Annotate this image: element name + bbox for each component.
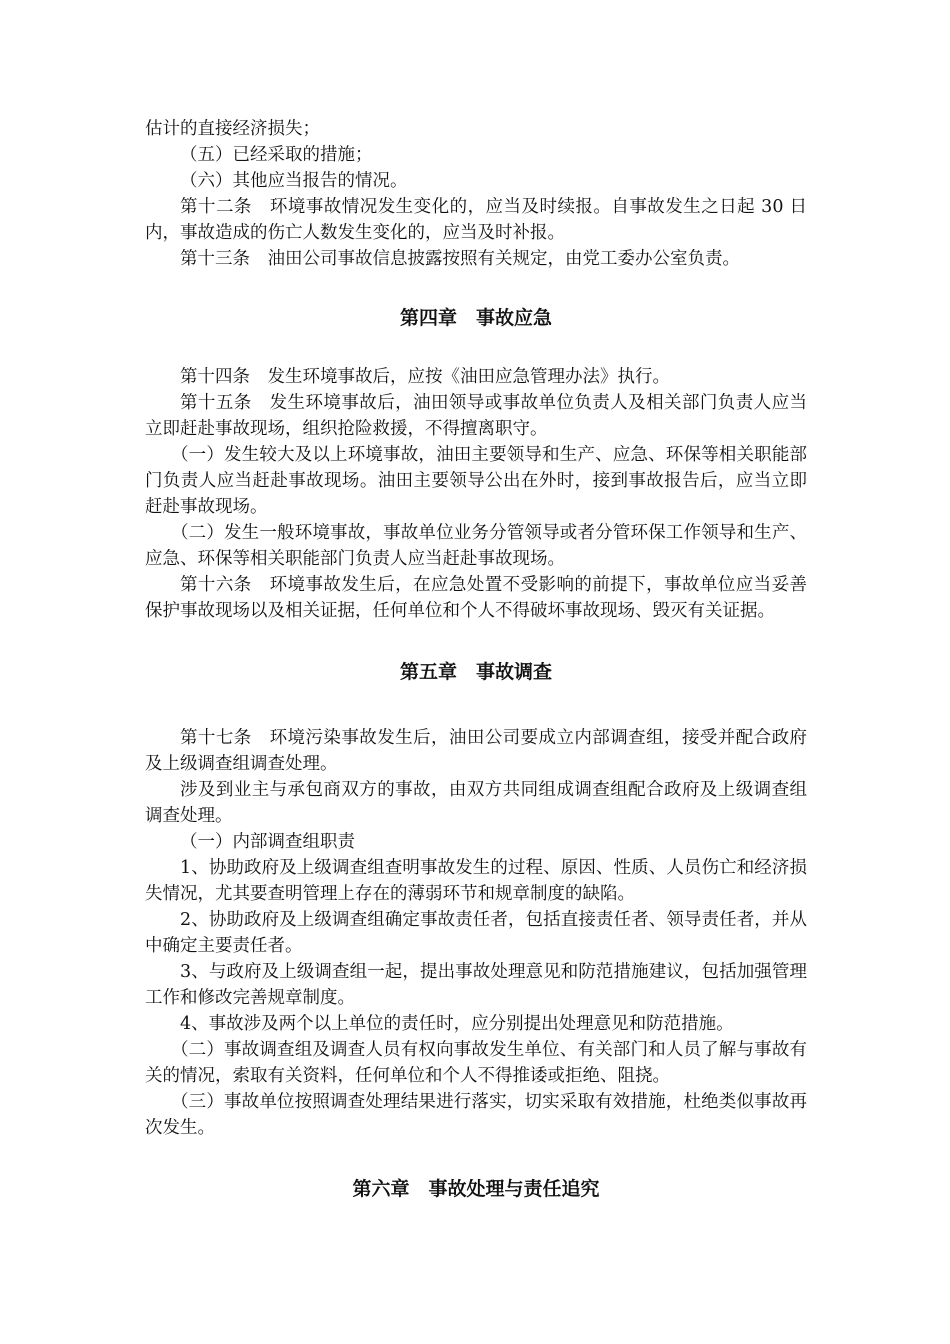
chapter-5-title: 第五章 事故调查	[399, 661, 552, 683]
paragraph: （二）事故调查组及调查人员有权向事故发生单位、有关部门和人员了解与事故有关的情况，索取有关资料，任何单位和个人不得推诿或拒绝、阻挠。	[145, 1040, 807, 1086]
paragraph: 涉及到业主与承包商双方的事故，由双方共同组成调查组配合政府及上级调查组调查处理。	[145, 780, 807, 826]
list-item: 4、事故涉及两个以上单位的责任时，应分别提出处理意见和防范措施。	[180, 1014, 734, 1034]
paragraph: （三）事故单位按照调查处理结果进行落实，切实采取有效措施，杜绝类似事故再次发生。	[145, 1092, 807, 1138]
list-item: 3、与政府及上级调查组一起，提出事故处理意见和防范措施建议，包括加强管理工作和修改完善规章制度。	[145, 962, 807, 1008]
article-15: 第十五条 发生环境事故后，油田领导或事故单位负责人及相关部门负责人应当立即赶赴事故现场，组织抢险救援，不得擅离职守。	[145, 393, 807, 439]
chapter-6-title: 第六章 事故处理与责任追究	[352, 1178, 600, 1200]
document-page	[145, 116, 807, 1204]
list-item: 1、协助政府及上级调查组查明事故发生的过程、原因、性质、人员伤亡和经济损失情况，尤其要查明管理上存在的薄弱环节和规章制度的缺陷。	[145, 858, 807, 904]
paragraph: （一）发生较大及以上环境事故，油田主要领导和生产、应急、环保等相关职能部门负责人应当赶赴事故现场。油田主要领导公出在外时，接到事故报告后，应当立即赶赴事故现场。	[145, 445, 807, 517]
article-14: 第十四条 发生环境事故后，应按《油田应急管理办法》执行。	[180, 367, 670, 387]
chapter-4-title: 第四章 事故应急	[399, 307, 552, 329]
paragraph: （六）其他应当报告的情况。	[180, 171, 408, 191]
article-16: 第十六条 环境事故发生后，在应急处置不受影响的前提下，事故单位应当妥善保护事故现场以及相关证据，任何单位和个人不得破坏事故现场、毁灭有关证据。	[145, 575, 807, 621]
paragraph: （一）内部调查组职责	[180, 832, 355, 852]
article-13: 第十三条 油田公司事故信息披露按照有关规定，由党工委办公室负责。	[180, 249, 740, 269]
paragraph: （二）发生一般环境事故，事故单位业务分管领导或者分管环保工作领导和生产、应急、环保等相关职能部门负责人应当赶赴事故现场。	[145, 523, 807, 569]
list-item: 2、协助政府及上级调查组确定事故责任者，包括直接责任者、领导责任者，并从中确定主要责任者。	[145, 910, 807, 956]
paragraph: 估计的直接经济损失；	[145, 119, 320, 139]
article-12: 第十二条 环境事故情况发生变化的，应当及时续报。自事故发生之日起 30 日内，事故造成的伤亡人数发生变化的，应当及时补报。	[145, 197, 807, 243]
article-17: 第十七条 环境污染事故发生后，油田公司要成立内部调查组，接受并配合政府及上级调查组调查处理。	[145, 728, 807, 774]
paragraph: （五）已经采取的措施；	[180, 145, 373, 165]
